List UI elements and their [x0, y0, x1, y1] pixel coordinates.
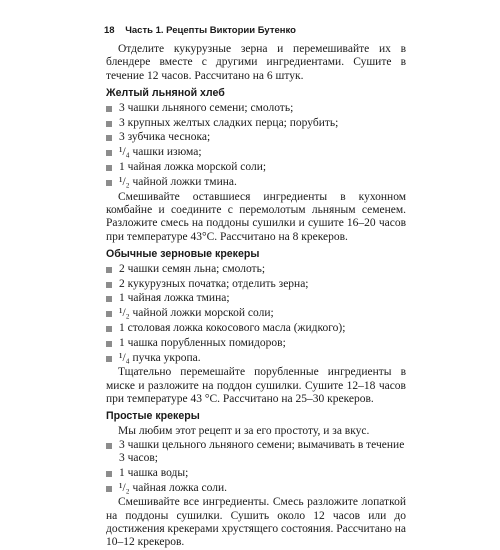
square-bullet-icon	[106, 341, 112, 347]
recipe-section	[106, 87, 406, 244]
ingredient-item: ¹/₂ чайной ложки морской соли;	[106, 307, 406, 320]
ingredient-item: 3 зубчика чеснока;	[106, 131, 406, 144]
recipe-title: Желтый льняной хлеб	[106, 86, 225, 99]
recipe-title: Обычные зерновые крекеры	[106, 247, 260, 260]
ingredient-item: ¹/₄ пучка укропа.	[106, 352, 406, 365]
recipe-method: Тщательно перемешайте порубленные ингредиенты в миске и разложите на поддон сушилки. Сушите 12–18 часов при температуре 43 °С. Рассчитано на 25–30 крекеров.	[106, 366, 406, 406]
recipe-section	[106, 248, 406, 406]
square-bullet-icon	[106, 282, 112, 288]
running-header	[104, 24, 424, 38]
ingredient-item: 1 чайная ложка тмина;	[106, 292, 406, 305]
ingredient-list	[106, 439, 406, 495]
ingredient-item: 3 крупных желтых сладких перца; порубить;	[106, 117, 406, 130]
square-bullet-icon	[106, 311, 112, 317]
ingredient-item: 2 чашки семян льна; смолоть;	[106, 263, 406, 276]
square-bullet-icon	[106, 471, 112, 477]
ingredient-item: 1 чашка порубленных помидоров;	[106, 337, 406, 350]
page-body	[106, 43, 406, 550]
ingredient-item: 1 чайная ложка морской соли;	[106, 161, 406, 174]
ingredient-item: 2 кукурузных початка; отделить зерна;	[106, 278, 406, 291]
square-bullet-icon	[106, 106, 112, 112]
intro-paragraph: Отделите кукурузные зерна и перемешивайте их в блендере вместе с другими ингредиентами. Сушите в течение 12 часов. Рассчитано на 6 штук.	[106, 43, 406, 82]
square-bullet-icon	[106, 165, 112, 171]
running-title: Часть 1. Рецепты Виктории Бутенко	[125, 25, 296, 36]
recipe-method: Смешивайте оставшиеся ингредиенты в кухонном комбайне и соедините с перемолотым льняным семенем. Разложите смесь на поддоны сушилки и сушите 16–20 часов при температуре 43°С. Рассчитано на 8 крекеров.	[106, 190, 406, 243]
ingredient-item: ¹/₂ чайной ложки тмина.	[106, 176, 406, 189]
ingredient-item: ¹/₄ чашки изюма;	[106, 146, 406, 159]
square-bullet-icon	[106, 150, 112, 156]
square-bullet-icon	[106, 356, 112, 362]
ingredient-item: ¹/₂ чайная ложка соли.	[106, 482, 406, 495]
ingredient-item: 1 чашка воды;	[106, 467, 406, 480]
square-bullet-icon	[106, 267, 112, 273]
square-bullet-icon	[106, 326, 112, 332]
square-bullet-icon	[106, 296, 112, 302]
ingredient-list	[106, 263, 406, 365]
ingredient-item: 3 чашки льняного семени; смолоть;	[106, 102, 406, 115]
recipe-intro: Мы любим этот рецепт и за его простоту, и за вкус.	[118, 425, 370, 438]
ingredient-item: 3 чашки цельного льняного семени; вымачивать в течение 3 часов;	[106, 439, 406, 466]
recipe-method: Смешивайте все ингредиенты. Смесь разложите лопаткой на поддоны сушилки. Сушить около 12 часов или до достижения крекерами хрустящего состояния. Рассчитано на 10–12 крекеров.	[106, 496, 406, 549]
square-bullet-icon	[106, 486, 112, 492]
square-bullet-icon	[106, 180, 112, 186]
page-number: 18	[104, 25, 115, 36]
square-bullet-icon	[106, 443, 112, 449]
recipe-section	[106, 410, 406, 549]
recipe-title: Простые крекеры	[106, 410, 200, 423]
ingredient-item: 1 столовая ложка кокосового масла (жидкого);	[106, 322, 406, 335]
square-bullet-icon	[106, 121, 112, 127]
square-bullet-icon	[106, 135, 112, 141]
ingredient-list	[106, 102, 406, 189]
